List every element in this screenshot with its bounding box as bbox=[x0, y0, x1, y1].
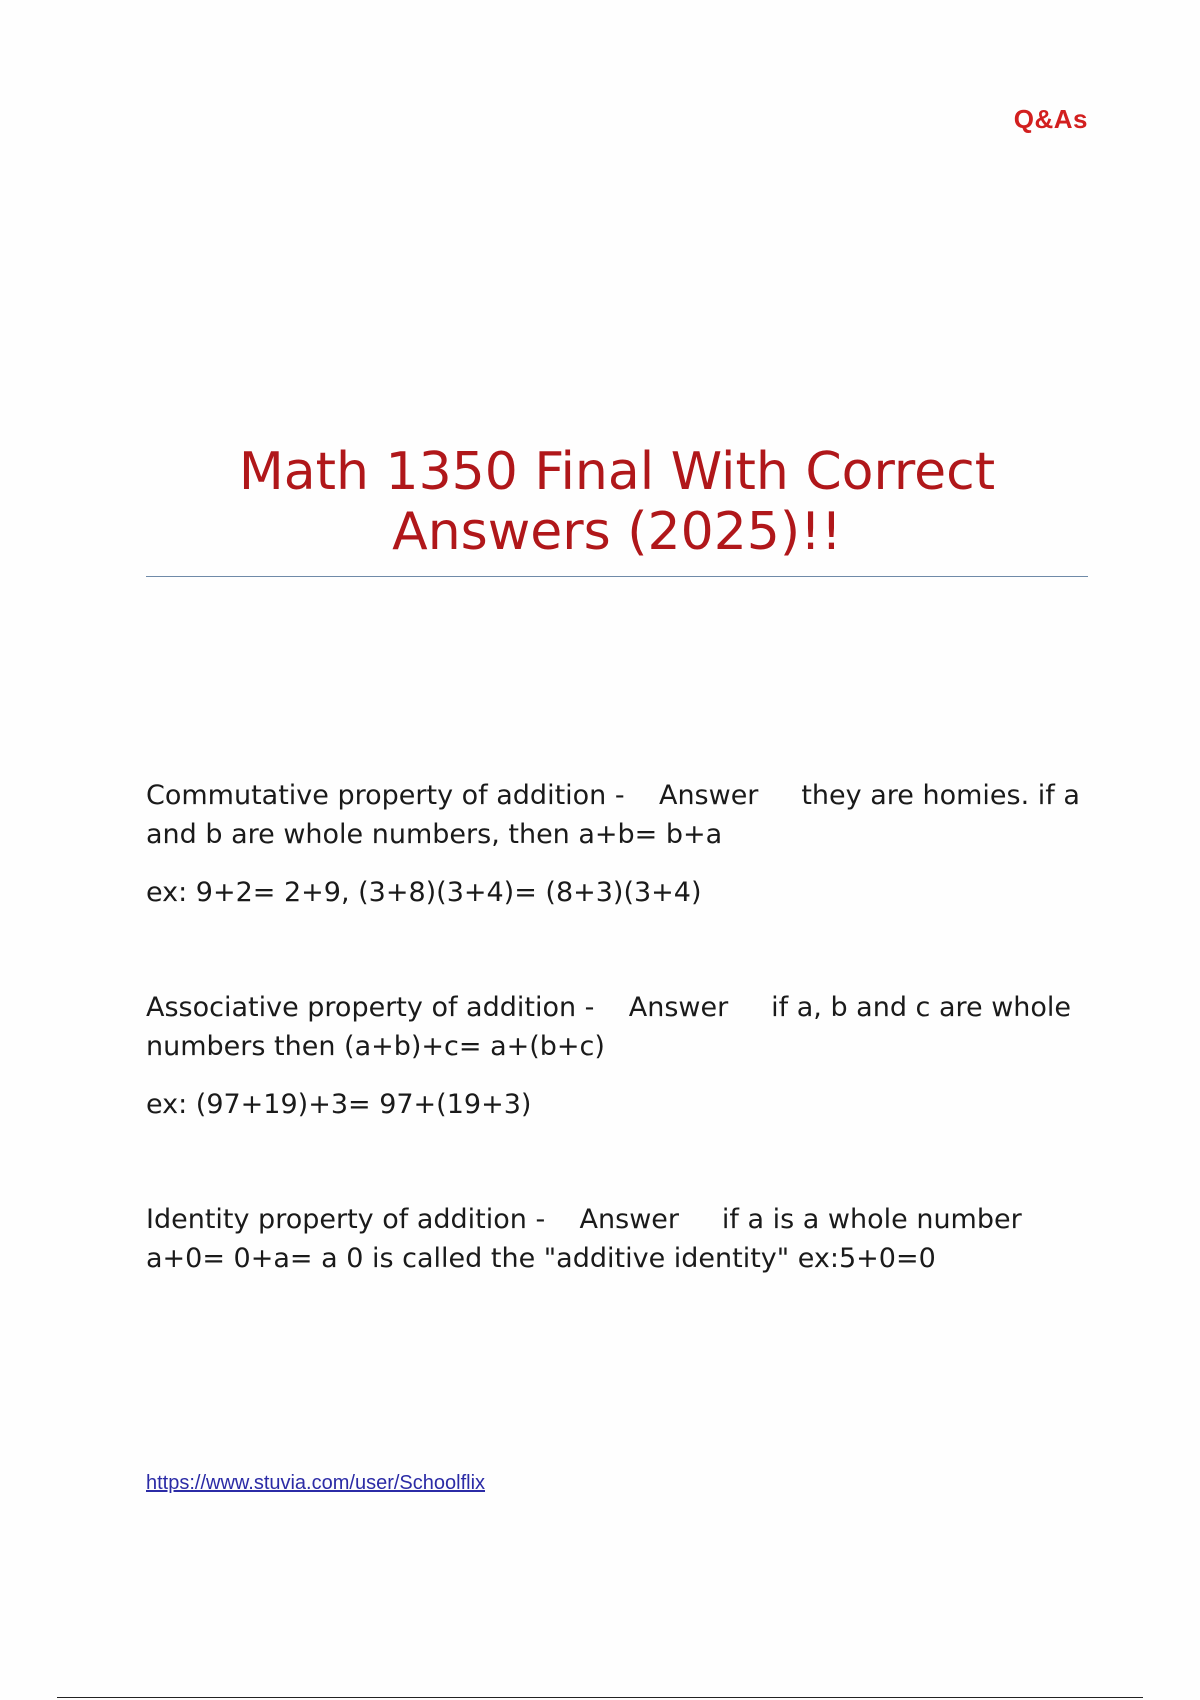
answer-label: Answer bbox=[579, 1204, 679, 1235]
stuvia-profile-link[interactable]: https://www.stuvia.com/user/Schoolflix bbox=[146, 1472, 486, 1494]
question-text: Identity property of addition - bbox=[146, 1204, 546, 1235]
answer-text: they are homies. if a and b are whole numbers, then a+b= b+a bbox=[146, 780, 1080, 850]
answer-text: if a, b and c are whole numbers then (a+b)+c= a+(b+c) bbox=[146, 992, 1072, 1062]
qa-item-associative bbox=[146, 988, 1086, 1124]
document-title bbox=[146, 442, 1088, 562]
qa-item-text bbox=[146, 988, 1086, 1066]
qa-item-identity bbox=[146, 1200, 1086, 1278]
answer-text: if a is a whole number a+0= 0+a= a 0 is called the "additive identity" ex:5+0=0 bbox=[146, 1204, 1022, 1274]
qa-item-text bbox=[146, 776, 1086, 854]
page-bottom-divider bbox=[57, 1697, 1143, 1698]
answer-label: Answer bbox=[658, 780, 759, 811]
qa-header-tag: Q&As bbox=[1013, 104, 1088, 134]
title-line-1: Math 1350 Final With Correct bbox=[238, 442, 996, 502]
question-text: Associative property of addition - bbox=[146, 992, 595, 1023]
example-text: ex: (97+19)+3= 97+(19+3) bbox=[146, 1089, 532, 1120]
example-text: ex: 9+2= 2+9, (3+8)(3+4)= (8+3)(3+4) bbox=[146, 877, 702, 908]
qa-item-commutative bbox=[146, 776, 1086, 912]
question-text: Commutative property of addition - bbox=[146, 780, 625, 811]
title-underline-divider bbox=[146, 576, 1088, 577]
answer-label: Answer bbox=[628, 992, 729, 1023]
qa-item-text bbox=[146, 1200, 1086, 1278]
title-line-2: Answers (2025)!! bbox=[392, 502, 842, 562]
